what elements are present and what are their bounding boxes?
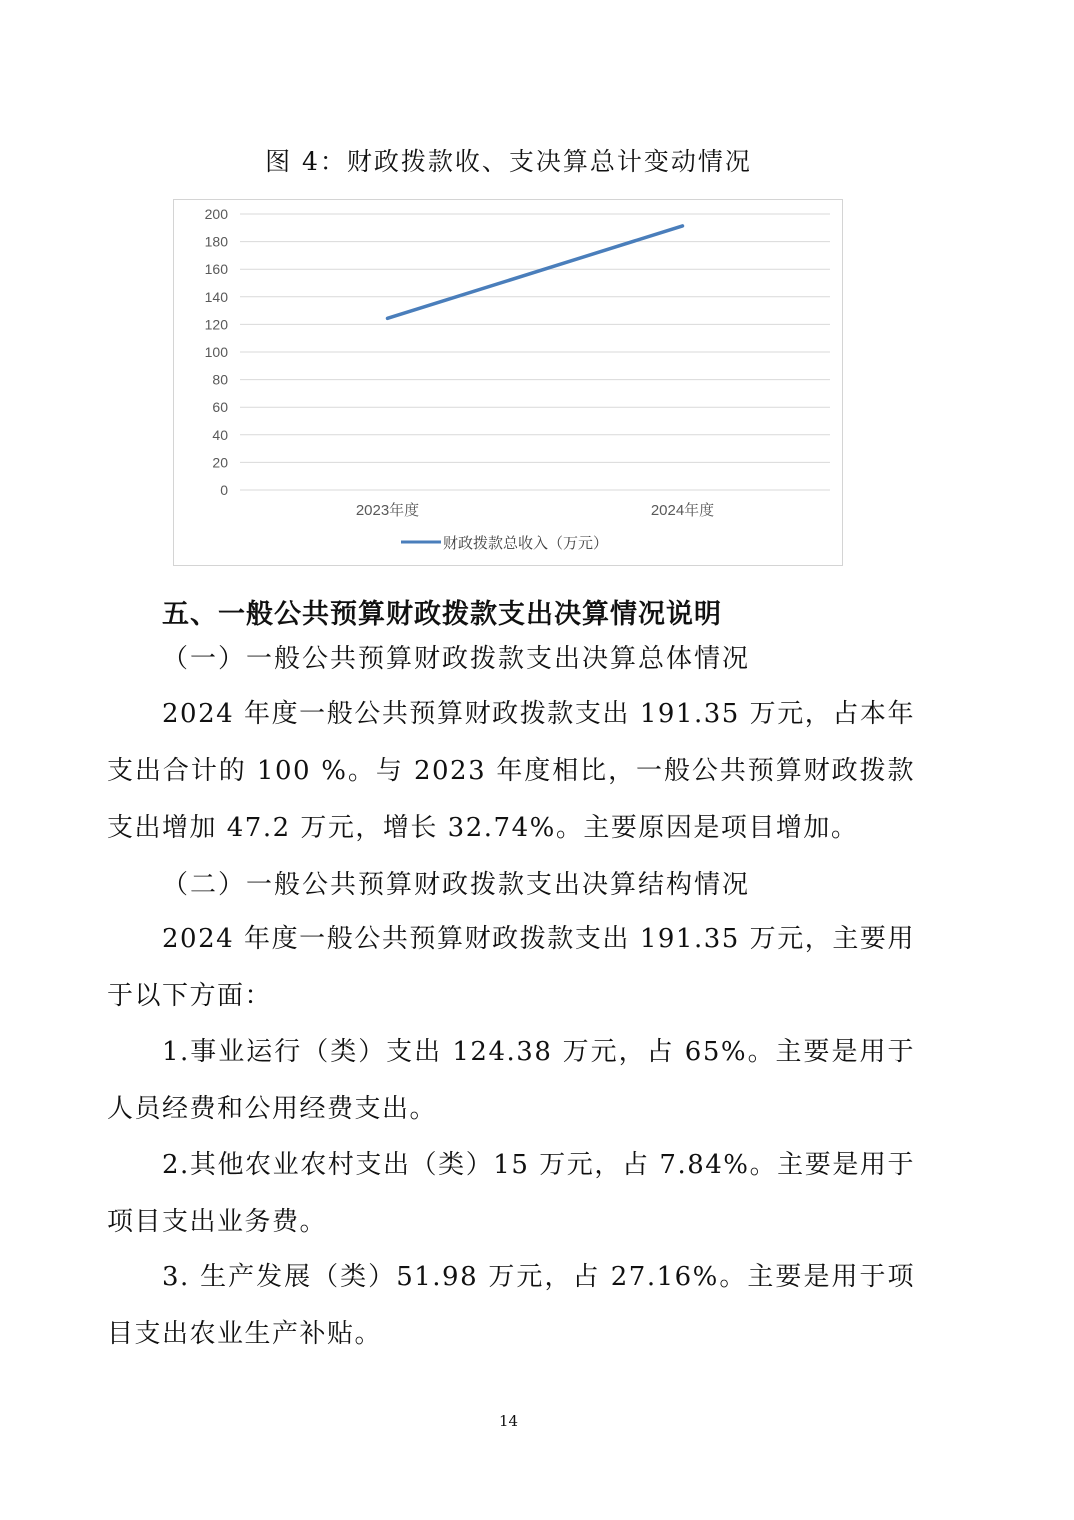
data-point <box>681 224 684 227</box>
legend-label: 财政拨款总收入（万元） <box>443 535 609 552</box>
x-axis-ticks <box>356 501 714 519</box>
subsection-2-paragraph: 2024 年度一般公共预算财政拨款支出 191.35 万元，主要用于以下方面： <box>107 924 915 1011</box>
x-tick-label: 2024年度 <box>650 502 715 519</box>
y-tick-label: 200 <box>204 206 228 222</box>
page-number: 14 <box>498 1412 519 1430</box>
y-tick-label: 180 <box>204 233 228 250</box>
y-tick-label: 40 <box>212 426 228 443</box>
series-lines <box>386 224 684 319</box>
section-heading: 五、一般公共预算财政拨款支出决算情况说明 <box>162 599 722 630</box>
list-item-3: 3. 生产发展（类）51.98 万元，占 27.16%。主要是用于项目支出农业生产补贴。 <box>107 1262 915 1349</box>
subsection-1-paragraph: 2024 年度一般公共预算财政拨款支出 191.35 万元，占本年支出合计的 100 %。与 2023 年度相比，一般公共预算财政拨款支出增加 47.2 万元，增长 32.74%。主要原因是项目增加。 <box>107 699 915 843</box>
y-tick-label: 0 <box>220 482 228 498</box>
y-tick-label: 80 <box>212 371 228 388</box>
y-tick-label: 60 <box>212 399 228 416</box>
y-tick-label: 20 <box>212 454 228 471</box>
figure-caption: 图 4：财政拨款收、支决算总计变动情况 <box>265 147 752 176</box>
y-tick-label: 120 <box>204 316 228 333</box>
y-tick-label: 160 <box>204 261 228 278</box>
x-tick-label: 2023年度 <box>355 502 420 519</box>
list-item-1: 1.事业运行（类）支出 124.38 万元，占 65%。主要是用于人员经费和公用经费支出。 <box>107 1037 915 1124</box>
data-point <box>386 317 389 320</box>
y-tick-label: 100 <box>204 344 228 360</box>
chart-svg <box>174 200 842 565</box>
y-tick-label: 140 <box>204 288 228 305</box>
list-item-2: 2.其他农业农村支出（类）15 万元，占 7.84%。主要是用于项目支出业务费。 <box>107 1150 915 1237</box>
y-axis-ticks <box>205 206 229 498</box>
subsection-2-title: （二）一般公共预算财政拨款支出决算结构情况 <box>162 870 751 900</box>
series-line <box>388 226 683 318</box>
chart-legend <box>401 534 608 552</box>
subsection-1-title: （一）一般公共预算财政拨款支出决算总体情况 <box>162 644 751 674</box>
gridlines <box>240 214 830 490</box>
line-chart <box>173 199 843 566</box>
